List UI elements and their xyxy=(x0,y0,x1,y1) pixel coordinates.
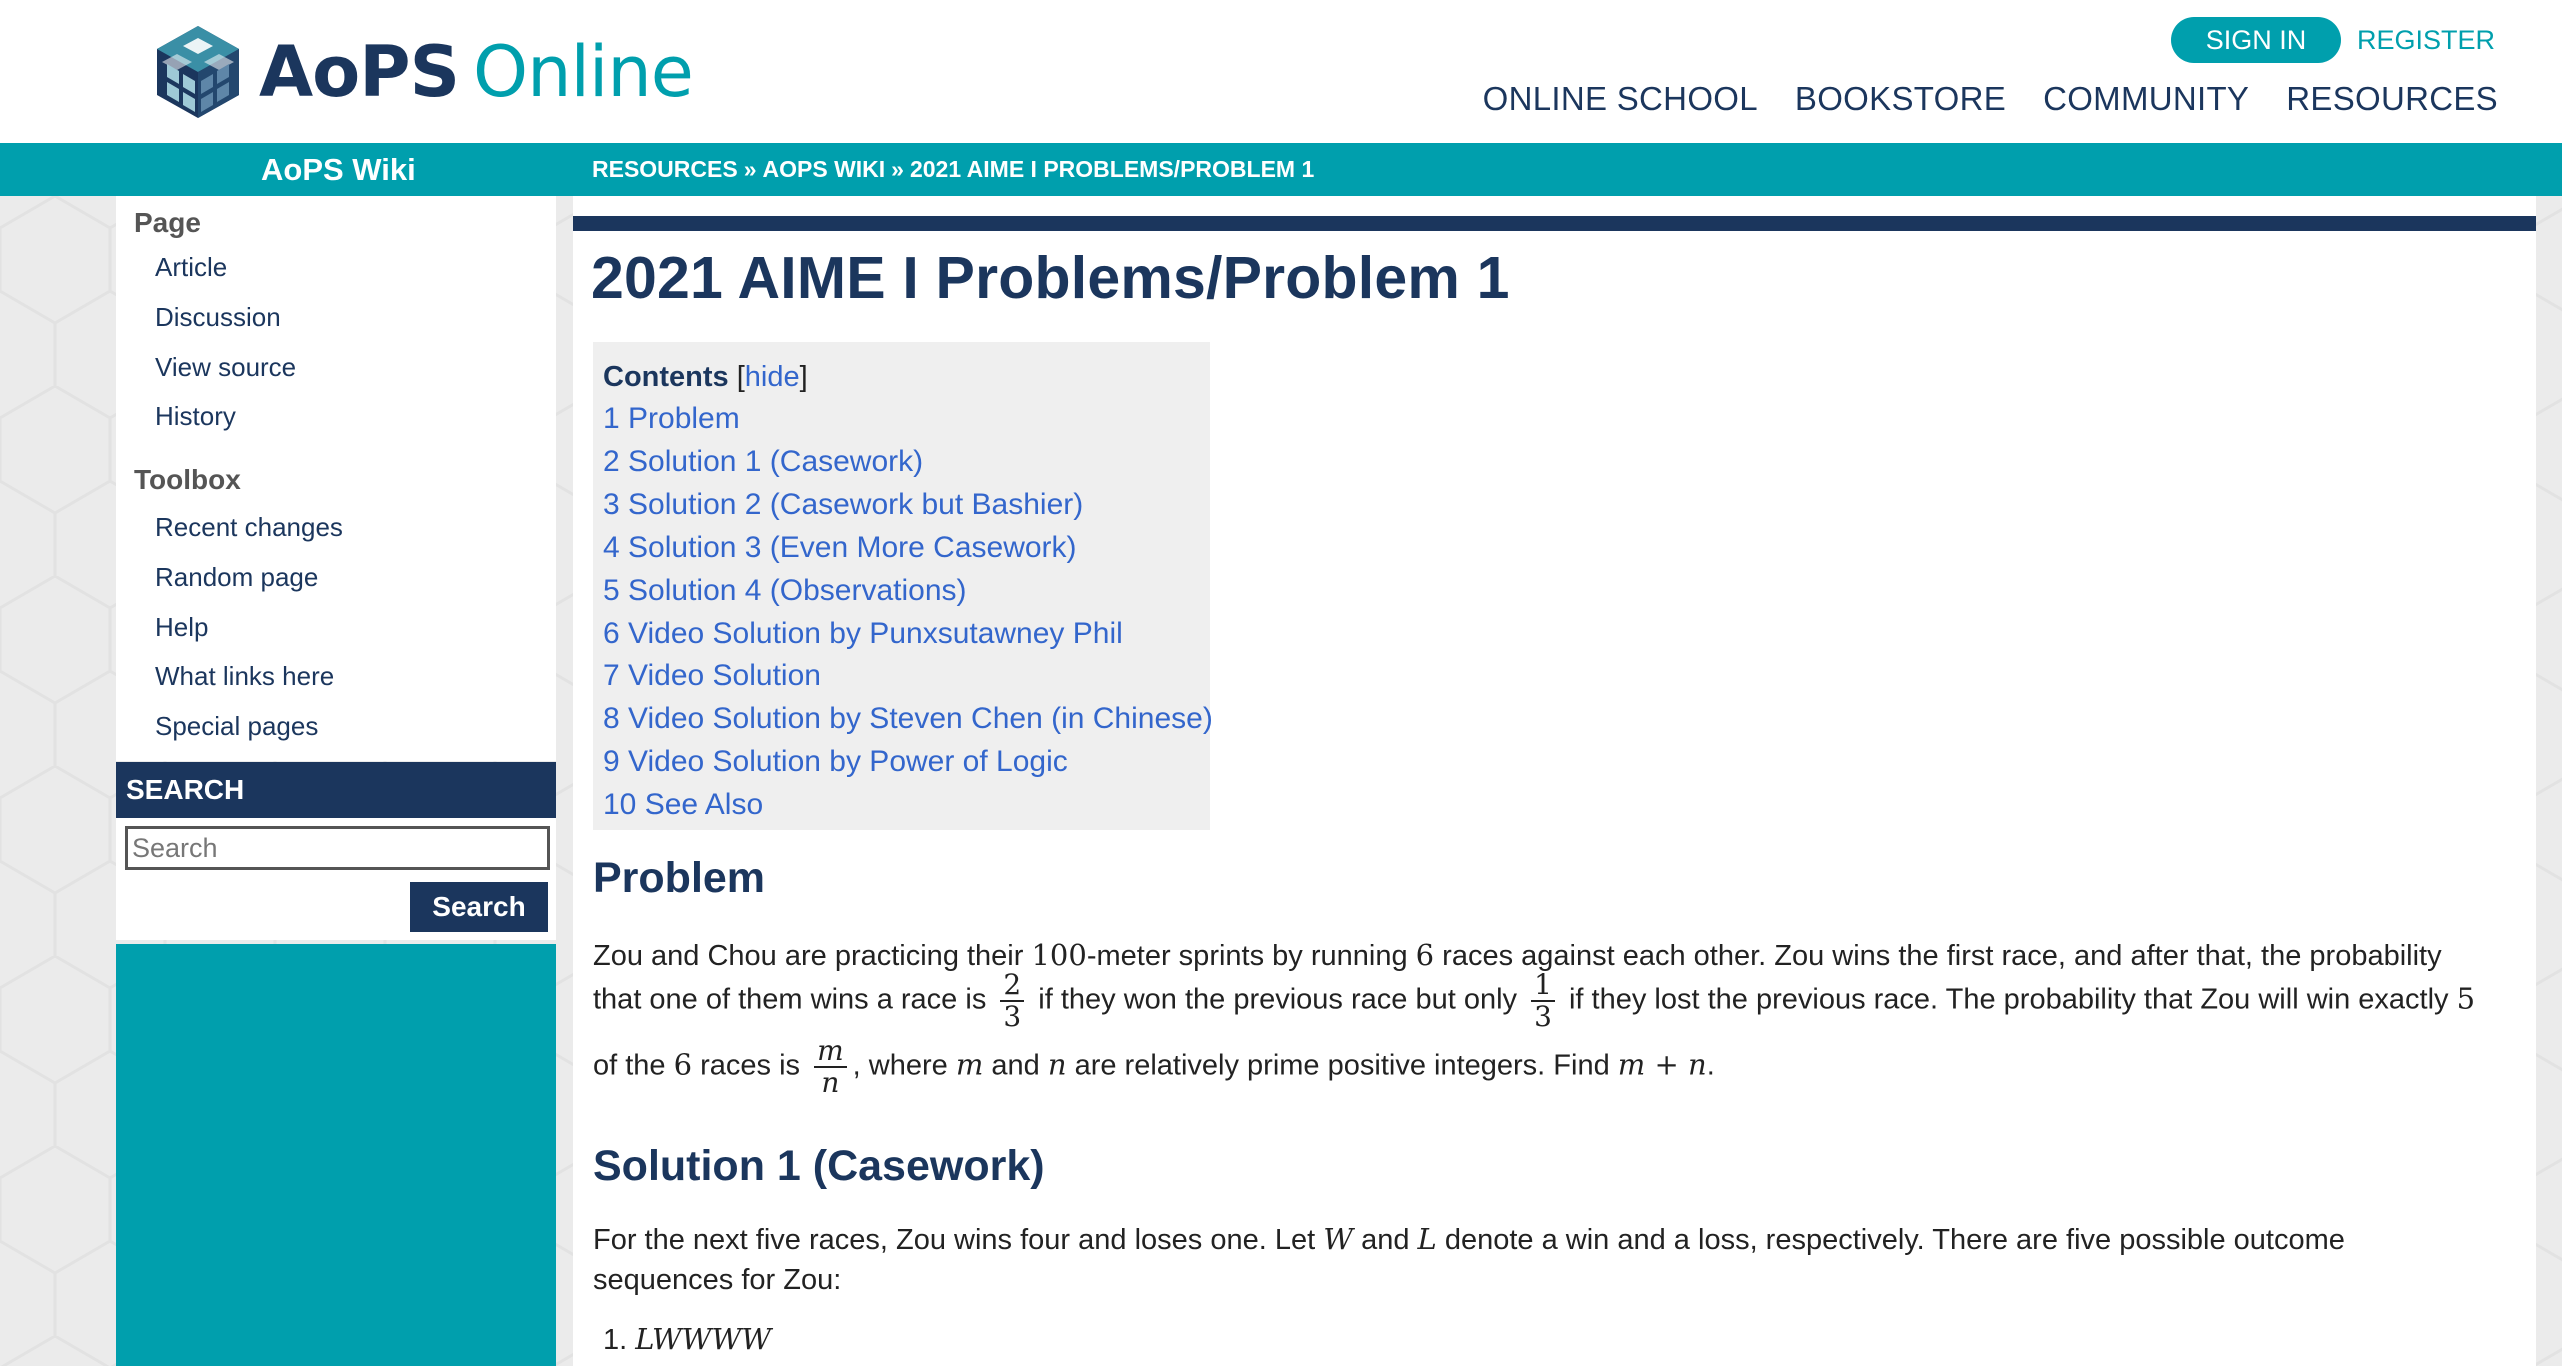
search-panel xyxy=(116,818,556,940)
fraction-one-third xyxy=(1531,970,1555,1032)
math-expression: m xyxy=(955,1047,984,1082)
article-content xyxy=(573,196,2536,1366)
problem-text: races is xyxy=(692,1049,809,1082)
sidebar-panel xyxy=(116,196,556,761)
sidebar xyxy=(116,196,556,1366)
logo-online-text: Online xyxy=(472,31,693,113)
sidebar-item-view-source[interactable]: View source xyxy=(155,352,297,382)
sidebar-item-discussion[interactable]: Discussion xyxy=(155,302,281,332)
nav-resources[interactable]: RESOURCES xyxy=(2286,80,2498,117)
wiki-title-link[interactable]: AoPS Wiki xyxy=(261,152,416,187)
wiki-subheader xyxy=(0,143,2562,196)
toc-item-solution-4[interactable]: 5 Solution 4 (Observations) xyxy=(603,573,967,607)
fraction-denominator: 3 xyxy=(1534,1000,1552,1033)
toc-item-video-power-of-logic[interactable]: 9 Video Solution by Power of Logic xyxy=(603,745,1068,779)
problem-text: -meter sprints by running xyxy=(1086,940,1416,972)
problem-text: races against each other. Zou wins the first race, and after that, the probability xyxy=(1434,940,2442,972)
toc-item-problem[interactable]: 1 Problem xyxy=(603,402,740,435)
math-expression: 100 xyxy=(1031,938,1087,972)
fraction-m-over-n xyxy=(814,1036,847,1098)
sidebar-item-history[interactable]: History xyxy=(155,401,236,431)
page-title: 2021 AIME I Problems/Problem 1 xyxy=(591,245,1510,311)
sidebar-item-article[interactable]: Article xyxy=(155,252,228,282)
breadcrumb-aops-wiki[interactable]: AOPS WIKI xyxy=(762,156,886,182)
problem-text: that one of them wins a race is xyxy=(593,983,995,1016)
solution-text: For the next five races, Zou wins four and loses one. Let xyxy=(593,1224,1324,1256)
problem-text: and xyxy=(983,1049,1048,1082)
sidebar-toolbox-heading: Toolbox xyxy=(134,464,241,495)
content-top-bar xyxy=(573,216,2536,231)
math-expression: W xyxy=(1323,1222,1354,1256)
math-expression: m + n xyxy=(1617,1047,1707,1082)
toc-item-solution-1[interactable]: 2 Solution 1 (Casework) xyxy=(603,444,924,478)
toc-item-solution-2[interactable]: 3 Solution 2 (Casework but Bashier) xyxy=(603,487,1084,521)
breadcrumb xyxy=(592,143,1314,196)
math-expression: 6 xyxy=(1415,938,1435,972)
problem-text: if they lost the previous race. The probability that Zou will win exactly xyxy=(1560,983,2457,1016)
fraction-numerator: m xyxy=(814,1036,847,1068)
fraction-denominator: n xyxy=(821,1066,840,1099)
nav-community[interactable]: COMMUNITY xyxy=(2043,80,2250,117)
list-item xyxy=(603,1322,2528,1357)
register-link[interactable]: REGISTER xyxy=(2357,25,2496,55)
problem-heading: Problem xyxy=(593,854,766,902)
sidebar-item-recent-changes[interactable]: Recent changes xyxy=(155,512,343,542)
math-expression: n xyxy=(1047,1047,1067,1082)
problem-line-2 xyxy=(593,970,2518,1032)
site-header xyxy=(0,0,2562,143)
problem-line-3 xyxy=(593,1036,2518,1098)
sidebar-item-random-page[interactable]: Random page xyxy=(155,562,319,592)
sidebar-ad-panel xyxy=(116,944,556,1366)
solution-1-heading: Solution 1 (Casework) xyxy=(593,1142,1045,1190)
toc-item-video-solution[interactable]: 7 Video Solution xyxy=(603,659,821,693)
aops-cube-icon xyxy=(155,24,241,120)
breadcrumb-separator: » xyxy=(891,156,904,182)
math-expression: 6 xyxy=(673,1047,693,1082)
breadcrumb-separator: » xyxy=(743,156,757,182)
solution-1-line-1 xyxy=(593,1222,2518,1257)
fraction-numerator: 2 xyxy=(1000,970,1024,1002)
toc-item-solution-3[interactable]: 4 Solution 3 (Even More Casework) xyxy=(603,530,1077,564)
fraction-numerator: 1 xyxy=(1531,970,1555,1002)
solution-text: denote a win and a loss, respectively. There are five possible outcome xyxy=(1436,1224,2345,1256)
sidebar-item-special-pages[interactable]: Special pages xyxy=(155,711,319,741)
toc-item-see-also[interactable]: 10 See Also xyxy=(603,788,764,822)
problem-text: of the xyxy=(593,1049,674,1082)
problem-text: . xyxy=(1706,1049,1715,1082)
breadcrumb-current-page[interactable]: 2021 AIME I PROBLEMS/PROBLEM 1 xyxy=(909,156,1315,182)
sign-in-button[interactable]: SIGN IN xyxy=(2171,17,2341,63)
fraction-two-thirds xyxy=(1000,970,1024,1032)
toc-title: Contents xyxy=(603,361,729,393)
problem-text: , where xyxy=(852,1049,956,1082)
fraction-denominator: 3 xyxy=(1003,1000,1022,1033)
sidebar-item-help[interactable]: Help xyxy=(155,612,209,642)
solution-1-line-2: sequences for Zou: xyxy=(593,1264,842,1296)
search-button[interactable]: Search xyxy=(410,882,548,932)
toc-hide-link[interactable]: hide xyxy=(744,361,800,393)
problem-text: Zou and Chou are practicing their xyxy=(593,940,1032,972)
toc-header: Contents [hide] xyxy=(603,361,808,393)
sidebar-page-heading: Page xyxy=(134,207,201,238)
nav-online-school[interactable]: ONLINE SCHOOL xyxy=(1482,80,1758,117)
logo-aops-text: AoPS xyxy=(259,31,459,113)
problem-text: are relatively prime positive integers. Find xyxy=(1066,1049,1618,1082)
list-marker: 1. xyxy=(603,1324,636,1356)
breadcrumb-resources[interactable]: RESOURCES xyxy=(592,156,738,182)
search-input[interactable] xyxy=(125,826,550,870)
main-navigation xyxy=(1483,80,2498,118)
solution-text: and xyxy=(1353,1224,1418,1256)
table-of-contents xyxy=(593,342,1213,830)
toc-item-video-punxsutawney[interactable]: 6 Video Solution by Punxsutawney Phil xyxy=(603,616,1123,650)
nav-bookstore[interactable]: BOOKSTORE xyxy=(1794,80,2007,117)
search-heading: SEARCH xyxy=(116,762,556,818)
problem-text: if they won the previous race but only xyxy=(1030,983,1526,1016)
problem-line-1 xyxy=(593,938,2518,973)
sidebar-item-what-links-here[interactable]: What links here xyxy=(155,661,335,691)
math-expression: LWWWW xyxy=(635,1322,772,1356)
math-expression: L xyxy=(1417,1222,1437,1256)
aops-online-logo[interactable] xyxy=(155,24,693,120)
math-expression: 5 xyxy=(2456,981,2476,1016)
toc-item-video-steven-chen[interactable]: 8 Video Solution by Steven Chen (in Chinese) xyxy=(603,702,1213,736)
